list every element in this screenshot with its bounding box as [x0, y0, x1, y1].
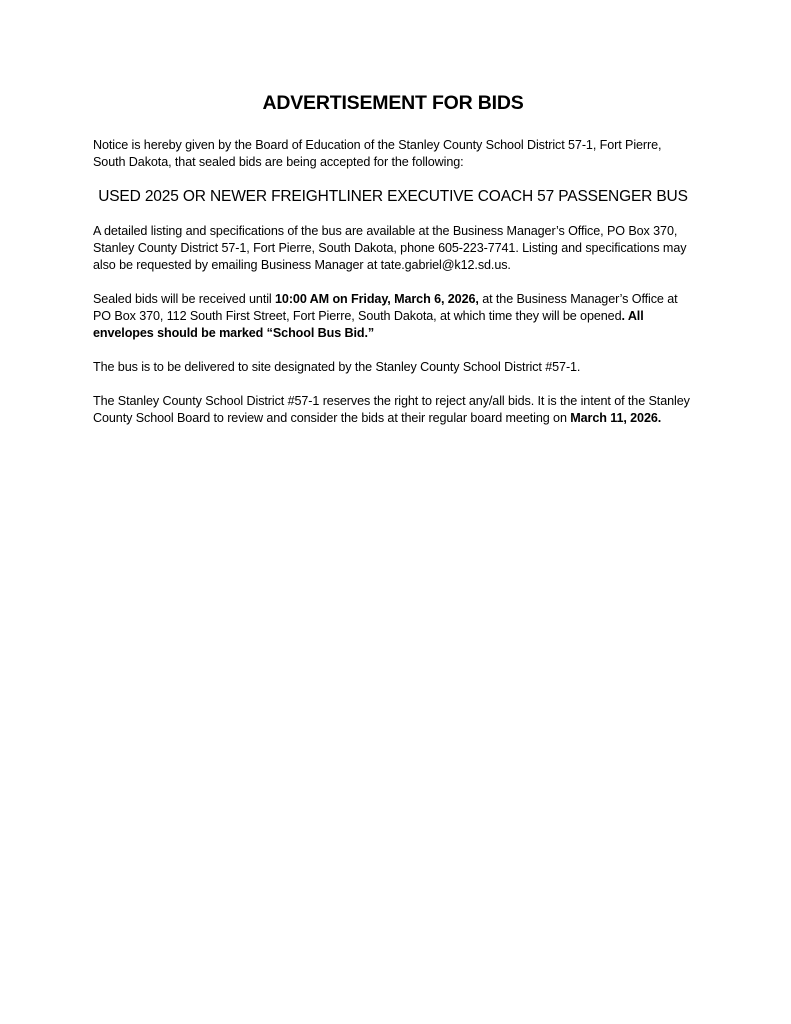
sealed-bids-text-2: at the Business Manager’s Office at PO Box 370, 112 South First Street, Fort Pierre, South Dakota, at which time they will be opened — [93, 292, 678, 323]
notice-paragraph: Notice is hereby given by the Board of Education of the Stanley County School District 57-1, Fort Pierre, South Dakota, that sealed bids are being accepted for the following: — [93, 138, 662, 169]
delivery-paragraph: The bus is to be delivered to site designated by the Stanley County School District #57-1. — [93, 360, 581, 374]
envelope-marking-note: . All envelopes should be marked “School Bus Bid.” — [93, 309, 644, 340]
document-page — [93, 92, 693, 444]
document-title: ADVERTISEMENT FOR BIDS — [262, 92, 524, 114]
board-meeting-date: March 11, 2026. — [570, 411, 662, 425]
reservation-text: The Stanley County School District #57-1 reserves the right to reject any/all bids. It is the intent of the Stanley County School Board to review and consider the bids at their regular board meeting on — [93, 394, 690, 425]
sealed-bids-text-1: Sealed bids will be received until — [93, 292, 276, 306]
specifications-paragraph: A detailed listing and specifications of the bus are available at the Business Manager’s Office, PO Box 370, Stanley County District 57-1, Fort Pierre, South Dakota, phone 605-223-7741. Listing and specifications may also be requested by emailing Business Manager at tate.gabriel@k12.sd.us. — [93, 224, 687, 272]
bid-deadline: 10:00 AM on Friday, March 6, 2026, — [275, 292, 479, 306]
sealed-bids-paragraph — [93, 291, 693, 342]
reservation-paragraph — [93, 393, 693, 427]
bid-item-heading: USED 2025 OR NEWER FREIGHTLINER EXECUTIVE COACH 57 PASSENGER BUS — [98, 188, 688, 205]
